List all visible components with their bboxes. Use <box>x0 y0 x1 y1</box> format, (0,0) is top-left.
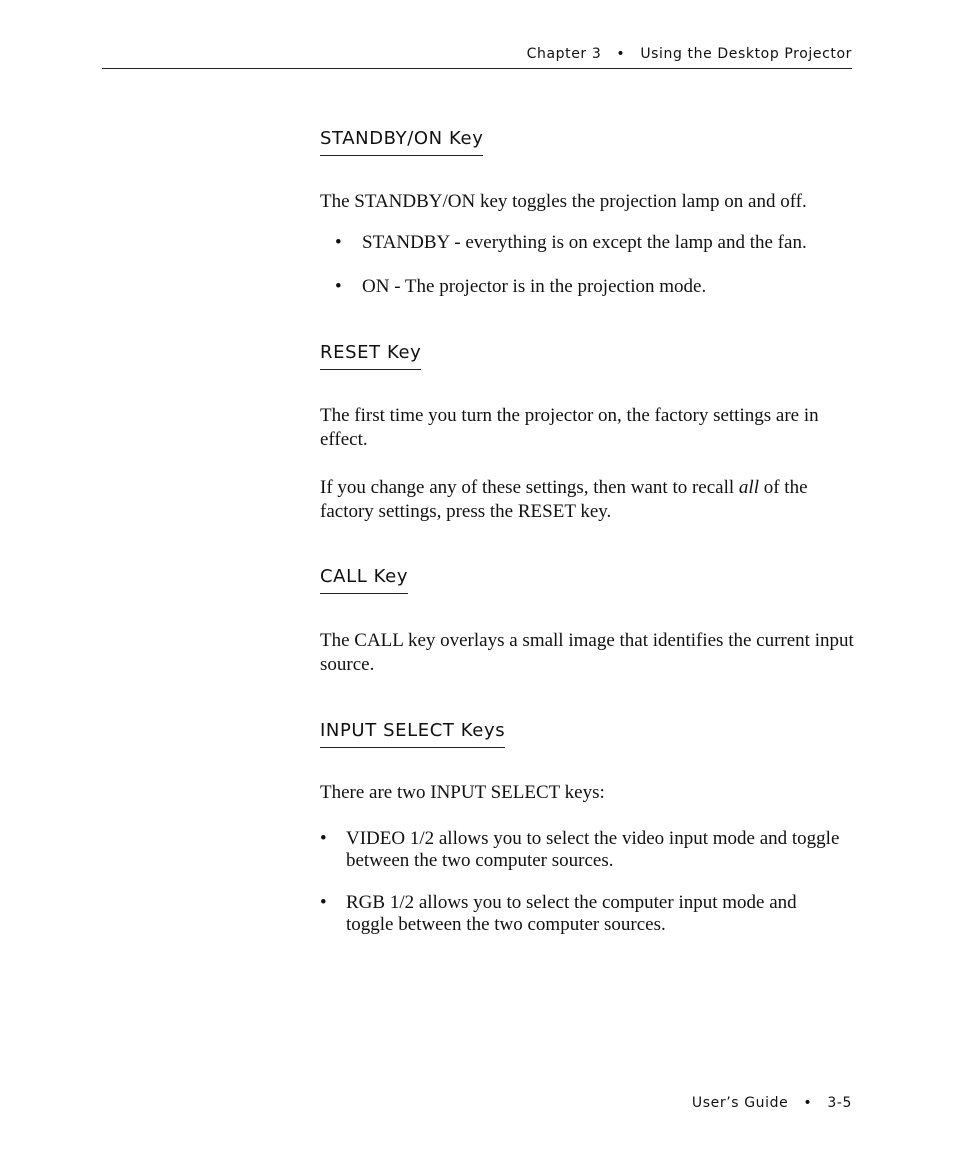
bullet-dot: • <box>320 828 327 849</box>
bullet-dot: • <box>335 276 342 297</box>
bullet-dot: • <box>320 892 327 913</box>
footer-separator: • <box>803 1095 813 1111</box>
running-footer <box>692 1095 852 1111</box>
standby-intro: The STANDBY/ON key toggles the projection lamp on and off. <box>320 191 807 212</box>
standby-bullet-1-text: STANDBY - everything is on except the lamp and the fan. <box>362 232 807 253</box>
call-heading: CALL Key <box>320 566 408 594</box>
input-select-heading: INPUT SELECT Keys <box>320 720 505 748</box>
reset-para-2-after: of the factory settings, press the RESET key. <box>320 477 808 522</box>
header-title: Using the Desktop Projector <box>640 46 852 62</box>
running-header <box>527 46 852 62</box>
input-select-bullet-1 <box>320 828 840 878</box>
bullet-dot: • <box>335 232 342 253</box>
header-separator: • <box>616 46 626 62</box>
reset-para-2 <box>320 476 860 524</box>
call-para: The CALL key overlays a small image that identifies the current input source. <box>320 630 854 675</box>
header-chapter: Chapter 3 <box>526 46 602 62</box>
header-rule <box>102 68 852 69</box>
reset-para-2-before: If you change any of these settings, then want to recall <box>320 477 739 498</box>
reset-para-1: The first time you turn the projector on, the factory settings are in effect. <box>320 405 819 450</box>
input-select-bullet-2 <box>320 892 840 942</box>
reset-para-2-emphasis: all <box>738 477 759 498</box>
page-number: 3-5 <box>827 1095 852 1111</box>
footer-guide: User’s Guide <box>691 1095 789 1111</box>
input-select-bullet-2-text: RGB 1/2 allows you to select the computer input mode and toggle between the two computer sources. <box>346 892 797 935</box>
input-select-bullet-1-text: VIDEO 1/2 allows you to select the video input mode and toggle between the two computer sources. <box>346 828 840 871</box>
reset-heading: RESET Key <box>320 342 421 370</box>
standby-bullet-2-text: ON - The projector is in the projection mode. <box>362 276 707 297</box>
input-select-intro: There are two INPUT SELECT keys: <box>320 782 605 803</box>
standby-heading: STANDBY/ON Key <box>320 128 483 156</box>
